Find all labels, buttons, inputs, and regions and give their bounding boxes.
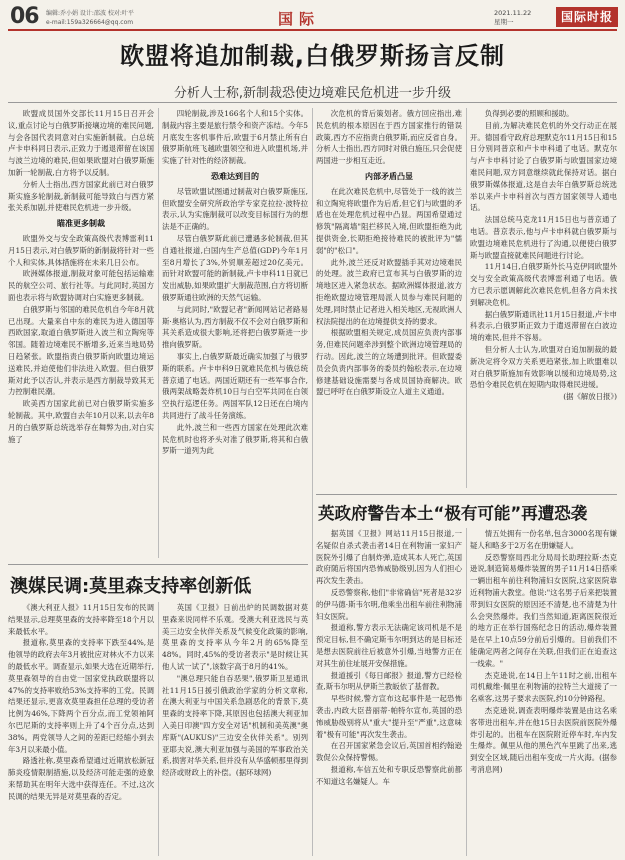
uk-story-top-rule xyxy=(316,494,617,495)
uk-story-column-2 xyxy=(470,528,617,856)
paragraph: 早些时候,警方宣布这起事件是一起恐怖袭击,内政大臣普丽蒂·帕特尔宣布,英国的恐怖威胁级别将从"重大"提升至"严重",这意味着"极有可能"再次发生袭击。 xyxy=(316,694,462,739)
paragraph: 次危机的背后策划者。俄方回应指出,难民危机的根本原因在于西方国家推行的错误政策,西方不应指责白俄罗斯,而应反省自身。分析人士指出,西方同时对俄白施压,只会促使两国进一步相互走近。 xyxy=(316,109,462,166)
aus-story-headline: 澳媒民调:莫里森支持率创新低 xyxy=(10,576,252,597)
paragraph: 杰克逊说,在14日上午11时之前,出租车司机戴维·佩里在利物浦的拉特兰大道接了一名乘客,这男子要求去医院,约10分钟路程。 xyxy=(470,670,617,704)
paragraph: 英国《卫报》日前出炉的民调数据对莫里森来说同样不乐观。受澳大利亚选民与英美三边安全伙伴关系及气候变化政策的影响,莫里森的支持率从今年2月的65%降至48%。同时,45%的受访者表示"是时候让其他人试一试了",该数字高于8月的41%。 xyxy=(162,603,308,671)
paragraph: 法国总统马克龙11月15日也与普京通了电话。普京表示,他与卢卡申科就白俄罗斯与欧盟边境难民危机进行了沟通,以便使白俄罗斯与欧盟直接就难民问题进行讨论。 xyxy=(470,215,617,260)
paragraph: 报道称,警方表示无法确定该司机是不是预定目标,但不确定斯韦尔明到达的是目标还是想去医院前往后被意外引爆,当地警方正在对其生前住址展开安保措施。 xyxy=(316,623,462,668)
editors-credit xyxy=(46,9,134,27)
paragraph: 路透社称,莫里森希望通过近期放松新冠肺炎疫情限制措施,以及经济可能走强的迹象来帮助其在明年大选中获得连任。不过,这次民调的结果无异是对莫里森的否定。 xyxy=(8,756,154,801)
uk-story-column-1 xyxy=(316,528,462,856)
paragraph: 此外,波兰还反对欧盟插手其对边境难民的处理。波兰政府已宣布其与白俄罗斯的边境地区进入紧急状态。据欧洲媒体报道,波方拒绝欧盟边境管理局派人员参与难民问题的处理,同时禁止记者进入相关地区,无视欧洲人权法院提出的在边境提供支持的要求。 xyxy=(316,257,462,326)
paragraph: 负得到必要的照顾和援助。 xyxy=(484,109,574,118)
paragraph: 但分析人士认为,欧盟对白追加制裁的最新决定将令双方关系更趋紧张,加上欧盟难以对白俄罗斯施加有效影响以缓和边境局势,这恐怕令难民危机在短期内取得难民进缓。 xyxy=(470,344,617,390)
section-divider xyxy=(312,494,313,856)
paragraph: 反恐警察称,他们"非常确信"死者是32岁的伊马德·斯韦尔明,他乘坐出租车前往利物浦妇女医院。 xyxy=(316,587,462,621)
paragraph: 目前,为解决难民危机的外交行动正在展开。德国看守政府总理默克尔11月15日和15日分别同普京和卢卡申科通了电话。默克尔与卢卡申科讨论了白俄罗斯与欧盟国家边境难民问题,双方同意继续就此保持对话。据白俄罗斯媒体报道,这是自去年白俄罗斯总统选举以来卢卡申科首次与西方国家领导人通电话。 xyxy=(470,120,617,213)
editors-email: e-mail:159a326664@qq.com xyxy=(46,19,134,26)
subhead-divider xyxy=(8,102,617,103)
paragraph: 据白俄罗斯通讯社11月15日报道,卢卡申科表示,白俄罗斯正致力于遣返滞留在白波边境的难民,但并不容易。 xyxy=(470,309,617,343)
weekday-text: 星期一 xyxy=(494,18,514,26)
paragraph: 尽管欧盟试图通过制裁对白俄罗斯施压,但欧盟安全研究所政治学专家克拉拉·波特拉表示,认为实施制裁可以改变目标国行为的想法是不正确的。 xyxy=(162,186,308,232)
paragraph: 报道援引《每日邮报》报道,警方已经检查,斯韦尔明从伊斯兰教皈依了基督教。 xyxy=(316,670,462,692)
subsection-heading: 瞄准更多制裁 xyxy=(57,219,105,229)
paragraph: 分析人士指出,西方国家此前已对白俄罗斯实施多轮制裁,新制裁可能导致白与西方紧张关系加剧,并使难民危机进一步升级。 xyxy=(8,179,154,213)
paragraph: 反恐警察局西北分局局长助理拉斯·杰克逊说,制造简易爆炸装置的男子11月14日搭乘一辆出租车前往利物浦妇女医院,这家医院靠近利物浦大教堂。他说:"这名男子后来把装置带到妇女医院的原因还不清楚,也不清楚为什么会突然爆炸。我们当然知道,距离医院很近的地方正在举行国殇纪念日的活动,爆炸装置是在早上10点59分前后引爆的。目前我们不能确定两者之间存在关联,但我们正在追查这一线索。" xyxy=(470,552,617,668)
page-number: 06 xyxy=(10,4,39,29)
aus-story-column-2 xyxy=(162,602,308,856)
paragraph: 11月14日,白俄罗斯外长马克伊同欧盟外交与安全政策高级代表博雷利通了电话。俄方已表示愿调解此次难民危机,但各方尚未找到解决危机。 xyxy=(470,262,617,307)
paragraph: 四轮制裁,涉及166名个人和15个实体。制裁内容主要是旅行禁令和资产冻结。今年5月底发生客机事件后,欧盟于6月禁止所有白俄罗斯航班飞越欧盟领空和进入欧盟机场,并实施了针对性的经济制裁。 xyxy=(162,109,308,166)
column-divider xyxy=(312,108,313,558)
main-story-column-4 xyxy=(470,108,617,488)
subsection-heading: 内部矛盾凸显 xyxy=(365,171,413,181)
paragraph: "澳总理只能自吞恶果",俄罗斯卫星通讯社11月15日援引俄政治学家的分析文章称,在澳大利亚与中国关系急剧恶化的背景下,莫里森的支持率下降,其原因也包括澳大利亚加入美日印澳"四方安全对话"机制和美英澳"奥库斯"(AUKUS)"三边安全伙伴关系"。别列亚耶夫说,澳大利亚加强与美国的军事政治关系,损害对华关系,但并没有从华盛顿那里得到经济或财政上的补偿。(据环球网) xyxy=(162,673,308,778)
issue-date xyxy=(494,9,531,27)
uk-story-headline: 英政府警告本土“极有可能”再遭恐袭 xyxy=(318,504,588,523)
subsection-heading: 恐难达到目的 xyxy=(211,171,259,181)
paragraph: 报道称,车信五处和专职反恐警察此前都不知道这名嫌疑人。车 xyxy=(316,764,462,786)
main-story-column-2 xyxy=(162,108,308,558)
aus-story-column-1 xyxy=(8,602,154,856)
date-text: 2021.11.22 xyxy=(494,9,532,17)
paragraph: 报道称,莫里森的支持率下跌至44%,是他领导的政府去年3月被批应对林火不力以来的最低水平。调查显示,如果大选在近期举行,莫里森领导的自由党一国家党执政联盟将以47%的支持率败给53%支持率的工党。民调结果还显示,更喜欢莫里森担任总理的受访者比例为46%,下降两个百分点,而工党领袖阿尔巴尼斯的支持率则上升了4个百分点,达到38%。两党领导人之间的差距已经缩小到去年3月以来最小值。 xyxy=(8,638,154,754)
main-headline: 欧盟将追加制裁,白俄罗斯扬言反制 xyxy=(119,42,506,70)
paragraph: 欧盟成员国外交部长11月15日召开会议,重点讨论与白俄罗斯接壤边境的难民问题,与会各国代表同意对白实施新制裁。白总统卢卡申科同日表示,正致力于遏退滞留在该国与波兰边境的难民,但如果欧盟对白俄罗斯施加新一轮制裁,白方将予以反制。 xyxy=(8,109,154,177)
paragraph: 在召开国家紧急会议后,英国首相约翰逊敦促公众保持警惕。 xyxy=(316,741,462,763)
section-title: 国际 xyxy=(278,10,321,28)
aus-story-top-rule xyxy=(8,564,308,565)
main-subhead: 分析人士称,新制裁恐使边境难民危机进一步升级 xyxy=(173,86,452,101)
column-divider xyxy=(158,108,159,558)
paragraph: 欧盟外交与安全政策高级代表博雷利11月15日表示,对白俄罗斯的新制裁将针对一些个人和实体,具体措施将在未来几日公布。 xyxy=(8,233,154,267)
paragraph: 杰克逊说,调查表明爆炸装置是由这名乘客带进出租车,并在他15日去医院前医院外爆炸引起的。出租车在医院附近停车时,车内发生爆炸。佩里从他的黑色汽车里跳了出来,逃到安全区域,随后出租车变成一片火海。(据参考消息网) xyxy=(470,705,617,774)
paragraph: 《澳大利亚人报》11月15日发布的民调结果显示,总理莫里森的支持率降至18个月以来最低水平。 xyxy=(8,603,154,636)
main-story-column-1 xyxy=(8,108,154,558)
column-divider xyxy=(466,528,467,856)
masthead-rule xyxy=(8,29,617,31)
paragraph: 此外,波兰和一些西方国家在处理此次难民危机时也将矛头对准了俄罗斯,将其和白俄罗斯一道列为此 xyxy=(162,422,308,456)
newspaper-logo: 国际时报 xyxy=(556,7,618,27)
paragraph: 尽管白俄罗斯此前已遭遇多轮制裁,但其自通社报道,白国内生产总值(GDP)今年1月至8月增长了3%,外贸顺差超过20亿美元。而针对欧盟可能的新制裁,卢卡申科11日就已发出威胁,如果欧盟扩大制裁范围,白方将切断俄罗斯通往欧洲的天然气运输。 xyxy=(162,233,308,302)
paragraph: 欧洲媒体报道,制裁对象可能包括运输难民的航空公司、旅行社等。与此同时,英国方面也表示将与欧盟协调对白实施更多制裁。 xyxy=(8,269,154,302)
paragraph: 情五处拥有一份名单,包含3000名现有嫌疑人和略多于2万名在册嫌疑人。 xyxy=(470,529,617,550)
paragraph: 事实上,白俄罗斯最近确实加强了与俄罗斯的联系。卢卡申科9日就难民危机与俄总统普京通了电话。两国近期还有一些军事合作,俄两架战略轰炸机10日与白空军共同在白领空执行巡逻任务。两国军队12日还在白境内共同进行了战斗任务演练。 xyxy=(162,351,308,420)
paragraph: 在此次难民危机中,尽管处于一线的波兰和立陶宛将欧盟作为后盾,但它们与欧盟的矛盾也在处理危机过程中凸显。两国希望通过修筑"隔离墙"阻拦移民入境,但欧盟拒绝为此提供资金,长期拒绝接待难民的被批评为"懦弱"的"松口"。 xyxy=(316,186,462,255)
column-divider xyxy=(466,108,467,488)
paragraph: 根据欧盟相关规定,成员国应负责内部事务,但难民问题牵涉到整个欧洲边境管理局的行动。因此,波兰的立场遭到批评。但欧盟委员会负责内部事务的委员约翰松表示,在边境修建基础设施需要与各成员国协商解决。欧盟已呼吁在白俄罗斯设立人道主义通道。 xyxy=(316,328,462,397)
article-source: (据《解放日报》) xyxy=(563,392,617,402)
main-story-column-3 xyxy=(316,108,462,488)
column-divider xyxy=(158,602,159,856)
editors-line: 编辑:乔小娟 设计:邵波 校对:叶平 xyxy=(46,10,134,17)
paragraph: 据英国《卫报》网站11月15日报道,一名疑似自杀式袭击者14日在利物浦一家妇产医院外引爆了自制炸弹,造成其本人死亡,英国政府随后将国内恐怖威胁级别,因为人们担心再次发生袭击。 xyxy=(316,529,462,586)
paragraph: 与此同时,"欧盟记者"新闻网站记者路易斯·奥格认为,西方制裁不仅不会对白俄罗斯和其关系造成很大影响,还将把白俄罗斯进一步推向俄罗斯。 xyxy=(162,304,308,350)
paragraph: 欧美西方国家此前已对白俄罗斯实施多轮制裁。其中,欧盟自去年10月以来,以去年8月的白俄罗斯总统选举存在舞弊为由,对白实施了 xyxy=(8,399,154,444)
paragraph: 白俄罗斯与邻国的难民危机自今年8月就已出现。大量来自中东的难民为进入德国等西欧国家,取道白俄罗斯进入波兰和立陶宛等邻国。随着边境难民不断增多,近来当地局势日趋紧张。欧盟指责白俄罗斯向欧盟边境运送难民,并迫使他们非法进入欧盟。但白俄罗斯对此予以否认,并表示是西方制裁导致其无力控制难民潮。 xyxy=(8,304,154,397)
